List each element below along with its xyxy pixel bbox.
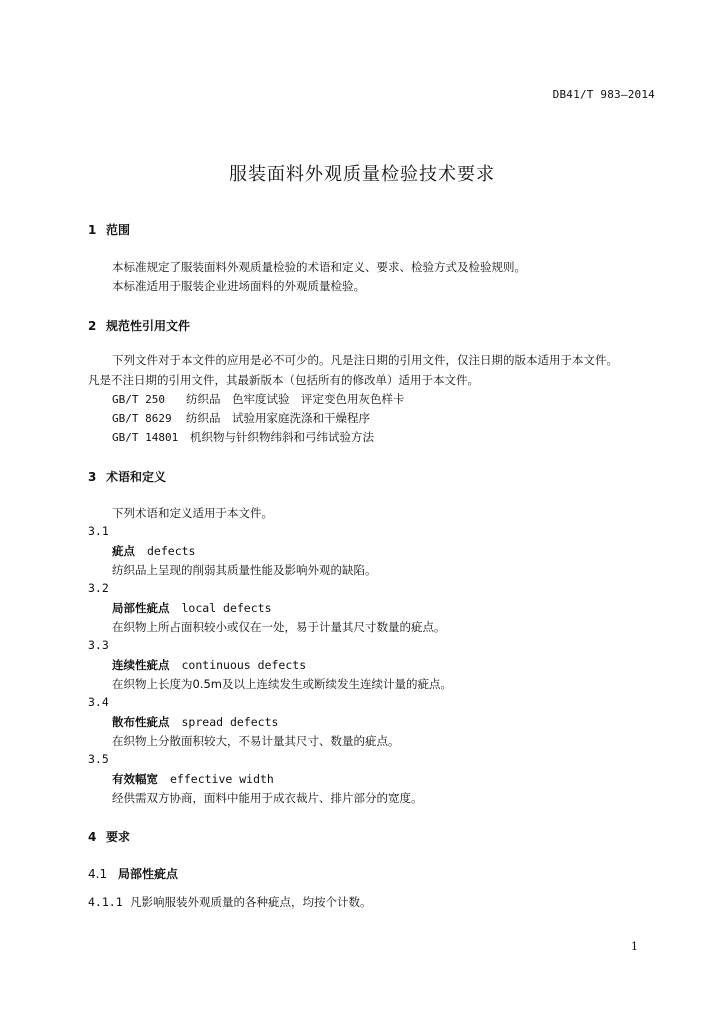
term-number: 3.2 bbox=[88, 581, 109, 595]
standard-code: DB41/T 983—2014 bbox=[552, 88, 655, 101]
reference-title: 纺织品 试验用家庭洗涤和干燥程序 bbox=[186, 411, 370, 425]
term-en: effective width bbox=[170, 772, 274, 786]
reference-code: GB/T 14801 bbox=[112, 431, 179, 444]
clause-text: 凡影响服装外观质量的各种疵点，均按个计数。 bbox=[130, 895, 372, 909]
term-heading bbox=[112, 657, 306, 673]
paragraph: 本标准规定了服装面料外观质量检验的术语和定义、要求、检验方式及检验规则。 bbox=[112, 260, 526, 274]
section-title: 范围 bbox=[106, 223, 131, 237]
term-en: local defects bbox=[181, 601, 272, 615]
term-definition: 经供需双方协商，面料中能用于成衣裁片、排片部分的宽度。 bbox=[112, 791, 423, 805]
section-title: 术语和定义 bbox=[106, 470, 167, 484]
term-heading bbox=[112, 771, 274, 787]
term-zh: 局部性疵点 bbox=[112, 601, 170, 615]
reference-title: 纺织品 色牢度试验 评定变色用灰色样卡 bbox=[186, 392, 405, 406]
document-title: 服装面料外观质量检验技术要求 bbox=[229, 164, 495, 185]
term-zh: 连续性疵点 bbox=[112, 658, 170, 672]
section-title: 要求 bbox=[106, 830, 131, 844]
section-title: 规范性引用文件 bbox=[106, 319, 191, 333]
term-heading bbox=[112, 714, 278, 730]
reference-item bbox=[112, 429, 374, 445]
term-en: continuous defects bbox=[181, 658, 307, 672]
term-zh: 有效幅宽 bbox=[112, 772, 158, 786]
section-2-heading bbox=[88, 317, 190, 334]
term-number: 3.3 bbox=[88, 638, 109, 652]
term-heading bbox=[112, 543, 195, 559]
paragraph: 下列文件对于本文件的应用是必不可少的。凡是注日期的引用文件，仅注日期的版本适用于本文件。 bbox=[112, 353, 618, 367]
term-number: 3.4 bbox=[88, 695, 109, 709]
term-definition: 在织物上长度为0.5m及以上连续发生或断续发生连续计量的疵点。 bbox=[112, 677, 452, 691]
paragraph: 凡是不注日期的引用文件，其最新版本（包括所有的修改单）适用于本文件。 bbox=[88, 373, 479, 387]
clause bbox=[88, 894, 372, 910]
term-en: defects bbox=[147, 544, 196, 558]
subsection-heading bbox=[88, 865, 178, 882]
term-definition: 在织物上分散面积较大，不易计量其尺寸、数量的疵点。 bbox=[112, 734, 400, 748]
page-number: 1 bbox=[631, 940, 638, 953]
section-3-heading bbox=[88, 468, 166, 485]
paragraph: 本标准适用于服装企业进场面料的外观质量检验。 bbox=[112, 279, 365, 293]
term-zh: 疵点 bbox=[112, 544, 135, 558]
reference-item bbox=[112, 410, 370, 426]
paragraph: 下列术语和定义适用于本文件。 bbox=[112, 506, 273, 520]
reference-code: GB/T 8629 bbox=[112, 412, 172, 425]
section-4-heading bbox=[88, 828, 130, 845]
term-number: 3.1 bbox=[88, 524, 109, 538]
subsection-number: 4.1 bbox=[88, 867, 108, 881]
term-definition: 纺织品上呈现的削弱其质量性能及影响外观的缺陷。 bbox=[112, 563, 377, 577]
term-heading bbox=[112, 600, 272, 616]
section-number: 3 bbox=[88, 470, 97, 484]
term-zh: 散布性疵点 bbox=[112, 715, 170, 729]
reference-title: 机织物与针织物纬斜和弓纬试验方法 bbox=[190, 430, 374, 444]
subsection-title: 局部性疵点 bbox=[118, 867, 179, 881]
term-number: 3.5 bbox=[88, 752, 109, 766]
section-number: 4 bbox=[88, 830, 97, 844]
reference-item bbox=[112, 391, 405, 407]
section-number: 2 bbox=[88, 319, 97, 333]
clause-number: 4.1.1 bbox=[88, 895, 123, 909]
section-number: 1 bbox=[88, 223, 97, 237]
reference-code: GB/T 250 bbox=[112, 393, 165, 406]
term-definition: 在织物上所占面积较小或仅在一处，易于计量其尺寸数量的疵点。 bbox=[112, 620, 446, 634]
term-en: spread defects bbox=[181, 715, 279, 729]
section-1-heading bbox=[88, 221, 130, 238]
